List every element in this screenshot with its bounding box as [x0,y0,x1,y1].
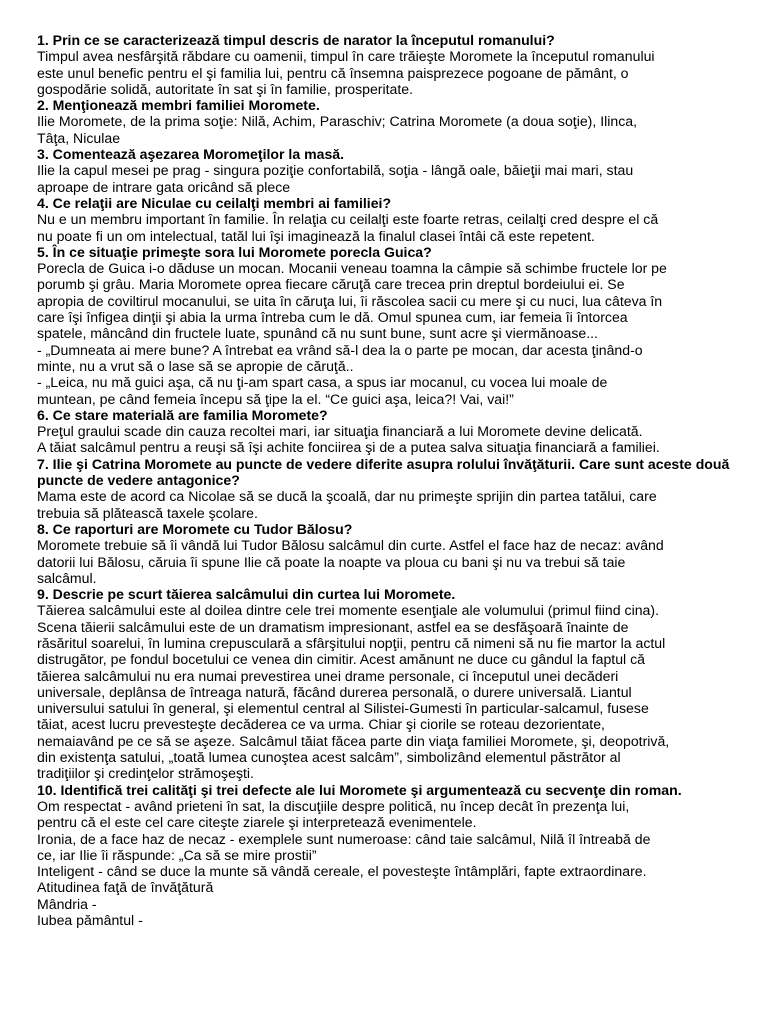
answer-text [37,162,744,195]
qa-block [37,456,744,521]
qa-block [37,97,744,146]
answer-text [37,537,744,586]
question-heading: 5. În ce situaţie primeşte sora lui Moromete porecla Guica? [37,243,432,260]
answer-line: Inteligent - când se duce la munte să vândă cereale, el povesteşte întâmplări, fapte extraordinare. [37,863,647,880]
answer-line: Scena tăierii salcâmului este de un dramatism impresionant, astfel ea se desfăşoară înainte de [37,618,629,635]
answer-text [37,260,744,407]
qa-block [37,586,744,782]
answer-text [37,488,744,521]
question-heading: 6. Ce stare materială are familia Moromete? [37,406,328,423]
answer-line: muntean, pe când femeia începu să ţipe la el. “Ce guici aşa, leica?! Vai, vai!” [37,390,514,407]
question-heading: 4. Ce relaţii are Niculae cu ceilalţi membri ai familiei? [37,194,392,211]
answer-line: Tăierea salcâmului este al doilea dintre cele trei momente esenţiale ale volumului (primul fiind cina). [37,602,659,619]
answer-line: porumb şi grâu. Maria Moromete oprea fiecare căruţă care trecea prin dreptul bordeiului ei. Se [37,276,625,293]
answer-line: Porecla de Guica i-o dăduse un mocan. Mocanii veneau toamna la câmpie să schimbe fructele lor pe [37,260,667,277]
answer-line: apropia de coviltirul mocanului, se uita în căruţa lui, îi răscolea sacii cu mere şi cu nuci, lua câteva în [37,292,663,309]
answer-text [37,211,744,244]
answer-text [37,48,744,97]
qa-block [37,146,744,195]
answer-line: tăierea salcâmului nu era numai prevestirea unei drame personale, ci începutul unei decăderi [37,667,619,684]
answer-line: este unul benefic pentru el şi familia lui, pentru că însemna paisprezece pogoane de pământ, o [37,64,629,81]
answer-line: nemaiavând pe ce să se aşeze. Salcâmul tăiat făcea parte din viaţa familiei Moromete, şi, deopotrivă, [37,732,670,749]
answer-line: Ironia, de a face haz de necaz - exemplele sunt numeroase: când taie salcâmul, Nilă îl întreabă de [37,830,651,847]
answer-text [37,423,744,456]
question-heading: 10. Identifică trei calităţi şi trei defecte ale lui Moromete şi argumentează cu secvenţe din roman. [37,781,682,798]
answer-line: universului satului în general, şi elementul central al Silistei-Gumesti în particular-salcamul, fusese [37,700,649,717]
qa-block [37,32,744,97]
answer-line: - „Leica, nu mă guici aşa, că nu ţi-am spart casa, a spus iar mocanul, cu vocea lui moale de [37,374,608,391]
answer-line: Preţul graului scade din cauza recoltei mari, iar situaţia financiară a lui Moromete devine delicată. [37,423,643,440]
answer-line: universale, deplânsa de întreaga natură, făcând durerea personală, o durere universală. Liantul [37,683,632,700]
qa-block [37,521,744,586]
answer-line: Iubea pământul - [37,912,143,929]
qa-block [37,407,744,456]
qa-block [37,782,744,929]
answer-line: Atitudinea faţă de învăţătură [37,879,214,896]
question-heading: 2. Menţionează membri familiei Moromete. [37,97,320,114]
answer-line: minte, nu a vrut să o lase să se apropie de căruţă.. [37,357,354,374]
answer-line: Mama este de acord ca Nicolae să se ducă la şcoală, dar nu primeşte sprijin din partea tatălui, care [37,488,657,505]
answer-line: răsăritul soarelui, în lumina crepusculară a sfârşitului nopţii, pentru că nimeni să nu fie martor la actul [37,634,666,651]
answer-line: Moromete trebuie să îi vândă lui Tudor Bălosu salcâmul din curte. Astfel el face haz de necaz: având [37,537,664,554]
answer-line: distrugător, pe fondul bocetului ce venea din cimitir. Acest amănunt ne duce cu gândul la faptul că [37,651,645,668]
answer-line: ce, iar Ilie îi răspunde: „Ca să se mire prostii” [37,846,317,863]
answer-line: Ilie Moromete, de la prima soţie: Nilă, Achim, Paraschiv; Catrina Moromete (a doua soţie), Ilinca, [37,113,638,130]
qa-block [37,195,744,244]
answer-line: trebuia să plătească taxele şcolare. [37,504,258,521]
answer-line: datorii lui Bălosu, căruia îi spune Ilie că poate la noapte va ploua cu bani şi nu va trebui să taie [37,553,626,570]
answer-text [37,602,744,781]
answer-line: Ilie la capul mesei pe prag - singura poziţie confortabilă, soţia - lângă oale, băieţii mai mari, stau [37,162,634,179]
question-heading: 7. Ilie şi Catrina Moromete au puncte de vedere diferite asupra rolului învăţăturii. Care sunt aceste două puncte de vedere antagonice? [37,455,730,489]
answer-line: Om respectat - având prieteni în sat, la discuţiile despre politică, nu încep decât în prezenţa lui, [37,797,630,814]
qa-block [37,244,744,407]
answer-line: pentru că el este cel care citeşte ziarele şi interpretează evenimentele. [37,814,477,831]
answer-line: Tâţa, Niculae [37,129,121,146]
answer-text [37,798,744,928]
answer-line: A tăiat salcâmul pentru a reuşi să îşi achite fonciirea şi de a putea salva situaţia financiară a familiei. [37,439,660,456]
question-heading: 3. Comentează aşezarea Moromeţilor la masă. [37,146,345,163]
answer-line: tradiţiilor şi credinţelor strămoşeşti. [37,765,254,782]
question-heading: 8. Ce raporturi are Moromete cu Tudor Bălosu? [37,520,353,537]
answer-line: - „Dumneata ai mere bune? A întrebat ea vrând să-l dea la o parte pe mocan, dar acesta ţinând-o [37,341,643,358]
question-heading: 1. Prin ce se caracterizează timpul descris de narator la începutul romanului? [37,32,555,48]
answer-line: care îşi înfigea dinţii şi abia la urma întreba cum le dă. Omul spunea cum, iar femeia îi întorcea [37,309,628,326]
answer-line: salcâmul. [37,569,97,586]
answer-line: gospodărie solidă, autoritate în sat şi în familie, prosperitate. [37,80,414,97]
answer-line: tăiat, acest lucru prevesteşte decăderea ce va urma. Chiar şi ciorile se roteau dezorientate, [37,716,605,733]
answer-text [37,113,744,146]
answer-line: din existenţa satului, „toată lumea cunoştea acest salcâm”, simbolizând elementul păstrător al [37,749,621,766]
answer-line: spatele, mâncând din fructele luate, spunând că nu sunt bune, sunt acre şi viermănoase... [37,325,598,342]
question-heading: 9. Descrie pe scurt tăierea salcâmului din curtea lui Moromete. [37,586,456,603]
answer-line: Nu e un membru important în familie. În relaţia cu ceilalţi este foarte retras, ceilalţi cred despre el că [37,211,659,228]
answer-line: Mândria - [37,895,97,912]
answer-line: Timpul avea nesfârşită răbdare cu oamenii, timpul în care trăieşte Moromete la începutul romanului [37,48,655,65]
answer-line: nu poate fi un om intelectual, tatăl lui îşi imaginează la finalul clasei întâi că este repetent. [37,227,595,244]
answer-line: aproape de intrare gata oricând să plece [37,178,291,195]
